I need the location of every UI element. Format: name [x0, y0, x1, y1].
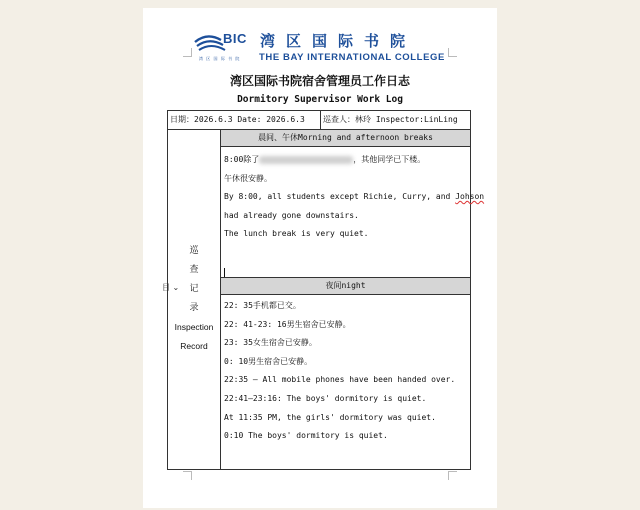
entry-line[interactable]: The lunch break is very quiet. [224, 229, 369, 239]
label-en-2: Record [180, 341, 208, 351]
document-page [143, 8, 497, 508]
entry-line[interactable]: 22: 35手机都已交。 [224, 301, 301, 310]
entry-line[interactable] [224, 151, 468, 170]
header-row [168, 111, 470, 130]
entry-line[interactable]: 0:10 The boys' dormitory is quiet. [224, 431, 388, 441]
entry-line[interactable]: 22:35 – All mobile phones have been handed over. [224, 375, 456, 385]
crop-mark [183, 471, 192, 480]
college-logo [193, 30, 463, 68]
document-title-en: Dormitory Supervisor Work Log [237, 94, 403, 105]
entry-line[interactable]: had already gone downstairs. [224, 210, 359, 220]
entry-line[interactable] [224, 188, 485, 207]
cell-divider [320, 111, 321, 129]
collapse-toggle-icon[interactable]: 目 ⌄ [162, 283, 180, 292]
document-title-cn: 湾区国际书院宿舍管理员工作日志 [229, 74, 410, 88]
label-en-1: Inspection [174, 322, 214, 332]
label-char: 记 [189, 284, 199, 294]
logo-name-en: THE BAY INTERNATIONAL COLLEGE [259, 52, 445, 63]
section-header-morning: 晨间、午休Morning and afternoon breaks [221, 130, 470, 147]
morning-entries[interactable] [224, 151, 485, 244]
entry-line[interactable]: At 11:35 PM, the girls' dormitory was quiet. [224, 412, 436, 422]
logo-mark-text: BIC [223, 31, 247, 46]
entry-line[interactable]: 22:41–23:16: The boys' dormitory is quiet. [224, 393, 427, 403]
logo-name-cn: 湾区国际书院 [260, 32, 417, 50]
logo-small-text: 湾 区 国 际 书 院 [199, 56, 241, 61]
row-label-column [162, 130, 221, 470]
crop-mark [183, 48, 192, 57]
entry-line[interactable]: 23: 35女生宿舍已安静。 [224, 338, 317, 348]
inspection-record-label [168, 242, 220, 356]
redacted-names [259, 156, 353, 164]
label-char: 巡 [189, 246, 199, 256]
date-cell[interactable]: 日期：2026.6.3 Date: 2026.6.3 [170, 115, 305, 124]
label-char: 查 [189, 265, 199, 275]
entry-line[interactable]: 0: 10男生宿舍已安静。 [224, 356, 313, 366]
crop-mark [448, 471, 457, 480]
label-char: 录 [189, 303, 199, 313]
spellcheck-flagged-word[interactable]: Johson [455, 192, 485, 202]
section-header-night: 夜间night [221, 277, 470, 295]
work-log-table [162, 110, 485, 470]
entry-text: 8:00除了 [224, 155, 260, 164]
entry-text: ，其他同学已下楼。 [353, 155, 426, 164]
entry-line[interactable]: 午休很安静。 [224, 173, 272, 183]
entry-line[interactable]: 22: 41-23: 16男生宿舍已安静。 [224, 319, 351, 329]
inspector-cell[interactable]: 巡查人：林玲 Inspector:LinLing [323, 115, 458, 124]
night-entries[interactable] [224, 297, 468, 446]
entry-text: By 8:00, all students except Richie, Curry, and [224, 192, 456, 202]
